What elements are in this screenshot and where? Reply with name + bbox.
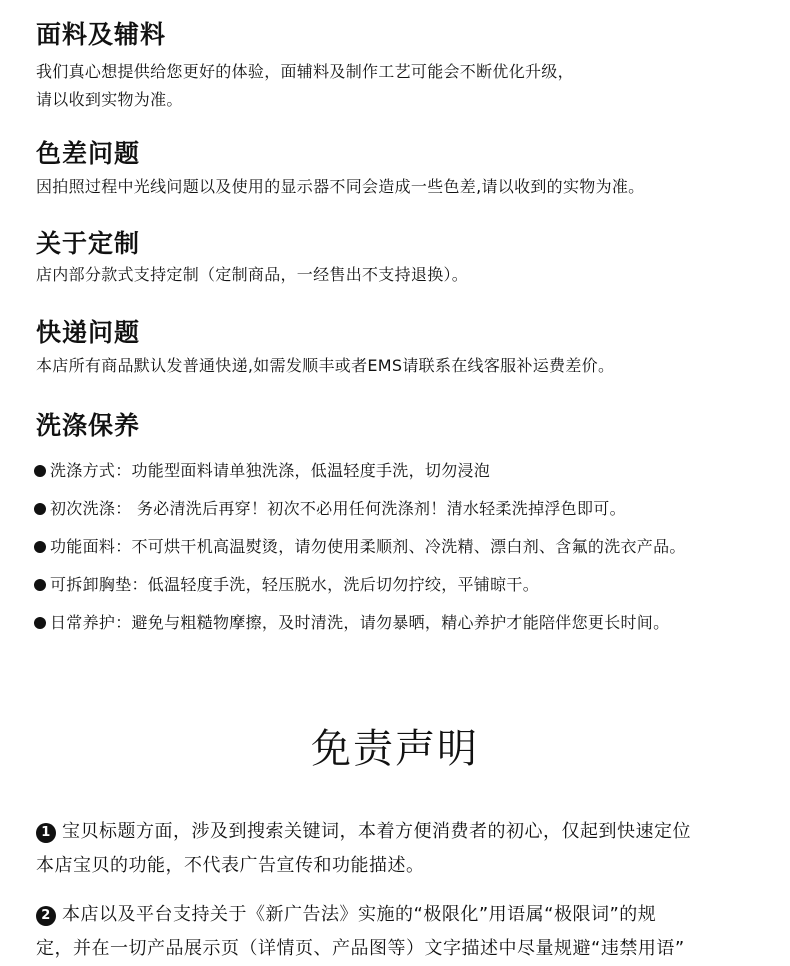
care-title: 洗涤保养: [36, 411, 141, 440]
shipping-title: 快递问题: [36, 318, 141, 347]
fabric-text-line-1: 我们真心想提供给您更好的体验，面辅料及制作工艺可能会不断优化升级，: [36, 62, 574, 81]
care-item: [34, 490, 780, 528]
custom-title: 关于定制: [36, 229, 141, 258]
care-item-text: 可拆卸胸垫：低温轻度手洗，轻压脱水，洗后切勿拧绞，平铺晾干。: [50, 575, 540, 594]
number-1-icon: 1: [36, 823, 56, 843]
color-text: 因拍照过程中光线问题以及使用的显示器不同会造成一些色差,请以收到的实物为准。: [36, 177, 645, 196]
disclaimer-item-1: [36, 815, 754, 883]
care-section: [36, 411, 770, 441]
disclaimer-item-2-line-2: 定，并在一切产品展示页（详情页、产品图等）文字描述中尽量规避“违禁用语”: [36, 938, 685, 959]
shipping-text: 本店所有商品默认发普通快递,如需发顺丰或者EMS请联系在线客服补运费差价。: [36, 356, 615, 375]
care-item-text: 日常养护：避免与粗糙物摩擦，及时清洗，请勿暴晒，精心养护才能陪伴您更长时间。: [50, 613, 670, 632]
number-2-icon: 2: [36, 906, 56, 926]
bullet-icon: [34, 503, 46, 515]
fabric-section: [36, 20, 770, 114]
care-item-text: 初次洗涤： 务必清洗后再穿！初次不必用任何洗涤剂！清水轻柔洗掉浮色即可。: [50, 499, 626, 518]
bullet-icon: [34, 617, 46, 629]
care-item-text: 功能面料：不可烘干机高温熨烫，请勿使用柔顺剂、冷洗精、漂白剂、含氟的洗衣产品。: [50, 537, 686, 556]
color-title: 色差问题: [36, 139, 141, 168]
bullet-icon: [34, 465, 46, 477]
fabric-title: 面料及辅料: [36, 20, 167, 49]
disclaimer-title: 免责声明: [311, 726, 479, 772]
shipping-section: [36, 318, 770, 380]
disclaimer-item-1-line-1: [36, 815, 754, 849]
custom-section: [36, 229, 770, 289]
care-item: [34, 604, 780, 642]
color-section: [36, 139, 770, 201]
care-item: [34, 452, 780, 490]
bullet-icon: [34, 541, 46, 553]
disclaimer-item-1-line-2: 本店宝贝的功能，不代表广告宣传和功能描述。: [36, 855, 425, 876]
bullet-icon: [34, 579, 46, 591]
care-item: [34, 528, 780, 566]
disclaimer-item-1-text: 宝贝标题方面，涉及到搜索关键词，本着方便消费者的初心，仅起到快速定位: [62, 821, 691, 842]
disclaimer-item-2-line-1: [36, 898, 754, 932]
care-list: [34, 452, 780, 642]
disclaimer-item-2-text: 本店以及平台支持关于《新广告法》实施的“极限化”用语属“极限词”的规: [62, 904, 657, 925]
fabric-text-line-2: 请以收到实物为准。: [36, 90, 183, 109]
custom-text: 店内部分款式支持定制（定制商品，一经售出不支持退换）。: [36, 265, 469, 284]
care-item: [34, 566, 780, 604]
care-item-text: 洗涤方式：功能型面料请单独洗涤，低温轻度手洗，切勿浸泡: [50, 461, 491, 480]
disclaimer-item-2: [36, 898, 754, 966]
